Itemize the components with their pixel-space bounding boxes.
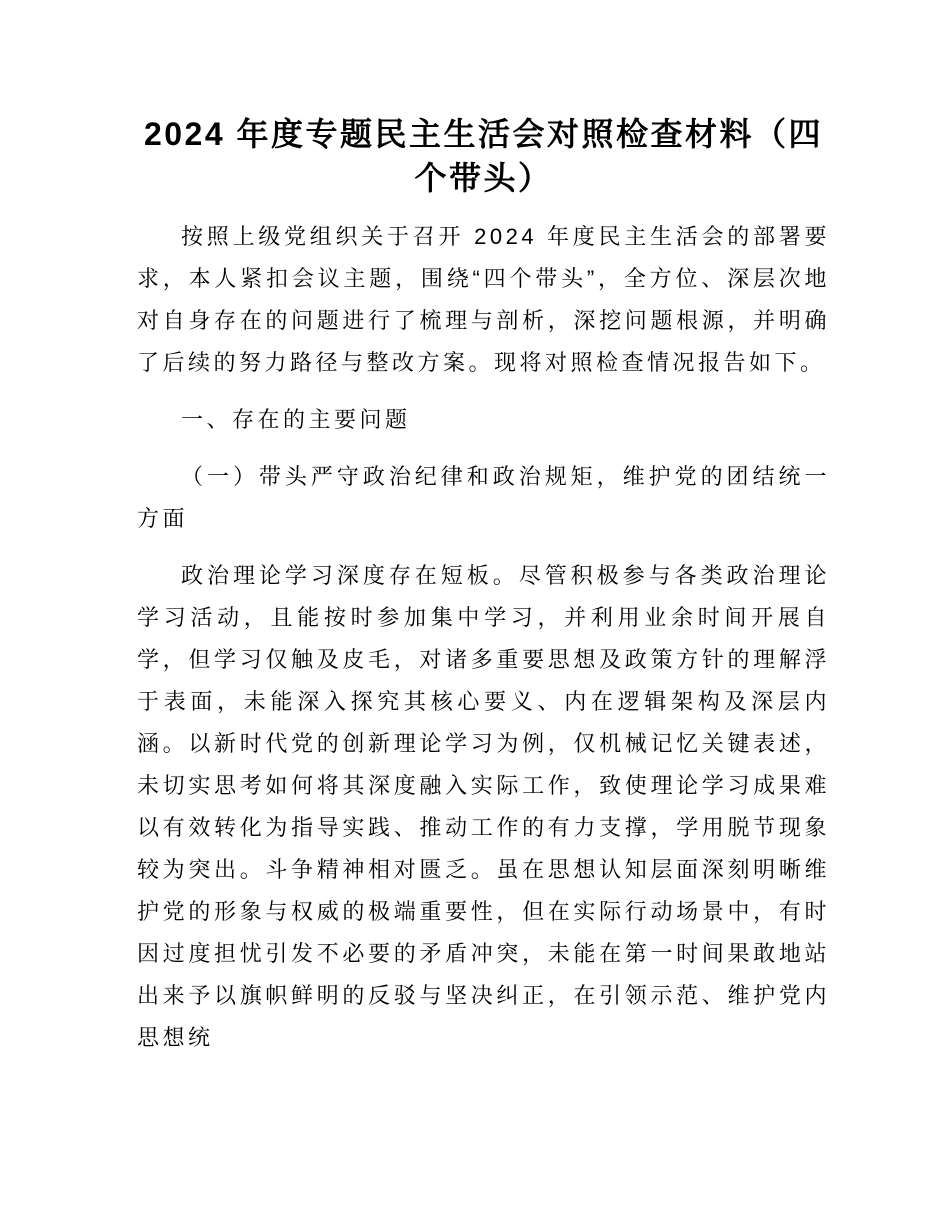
section-heading-main-problems: 一、存在的主要问题 [181, 407, 411, 432]
paragraph-intro: 按照上级党组织关于召开 2024 年度民主生活会的部署要求，本人紧扣会议主题，围绕“四个带头”，全方位、深层次地对自身存在的问题进行了梳理与剖析，深挖问题根源，并明确了后续的努力路径与整改方案。现将对照检查情况报告如下。 [137, 224, 830, 375]
document-content [137, 112, 830, 1059]
document-title: 2024 年度专题民主生活会对照检查材料（四个带头） [143, 116, 824, 196]
subsection-heading-political-discipline: （一）带头严守政治纪律和政治规矩，维护党的团结统一方面 [137, 464, 830, 531]
paragraph-problem-details: 政治理论学习深度存在短板。尽管积极参与各类政治理论学习活动，且能按时参加集中学习，并利用业余时间开展自学，但学习仅触及皮毛，对诸多重要思想及政策方针的理解浮于表面，未能深入探究其核心要义、内在逻辑架构及深层内涵。以新时代党的创新理论学习为例，仅机械记忆关键表述，未切实思考如何将其深度融入实际工作，致使理论学习成果难以有效转化为指导实践、推动工作的有力支撑，学用脱节现象较为突出。斗争精神相对匮乏。虽在思想认知层面深刻明晰维护党的形象与权威的极端重要性，但在实际行动场景中，有时因过度担忧引发不必要的矛盾冲突，未能在第一时间果敢地站出来予以旗帜鲜明的反驳与坚决纠正，在引领示范、维护党内思想统 [137, 563, 830, 1050]
